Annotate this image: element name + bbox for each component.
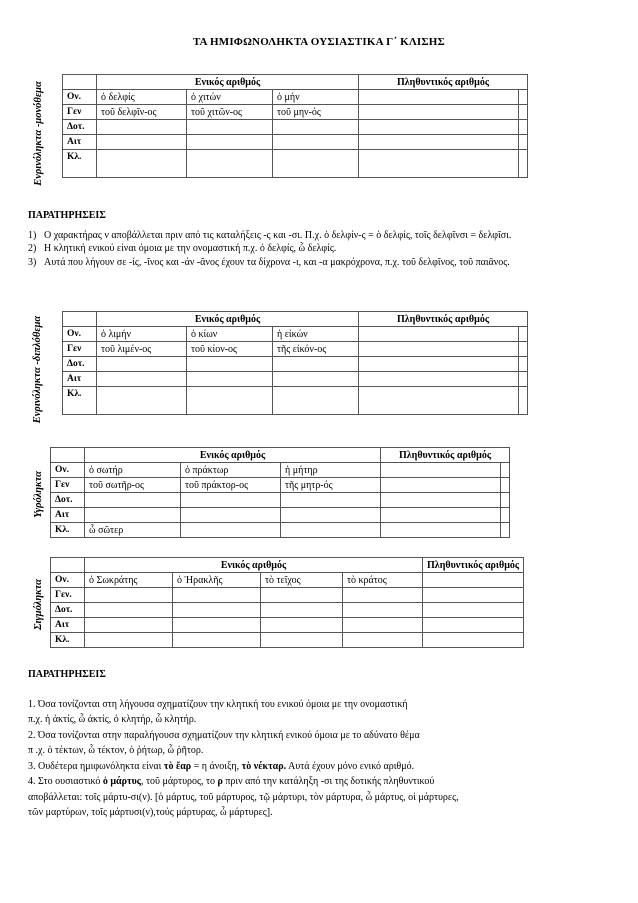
list-item: 3) Αυτά που λήγουν σε -ίς, -ῖνος και -άν -ᾶνος έχουν τα δίχρονα -ι, και -α μακρόχρονα, π.χ. τοῦ δελφῖνος, τοῦ παιᾶνος. <box>28 256 510 268</box>
table-cell: τῆς μητρ-ός <box>281 478 381 493</box>
case-label: Γεν <box>63 342 97 357</box>
table-row <box>51 633 524 648</box>
case-label: Αιτ <box>51 618 85 633</box>
case-label: Κλ. <box>63 387 97 415</box>
case-label: Δοτ. <box>51 493 85 508</box>
table-cell: τοῦ δελφῖν-ος <box>97 105 187 120</box>
paragraph: τῶν μαρτύρων, τοῖς μάρτυσι(ν),τούς μάρτυρας, ὦ μάρτυρες]. <box>28 807 273 818</box>
table-cell: τὸ κράτος <box>343 573 423 588</box>
table-3-side-label: Υγρόληκτα <box>32 470 44 518</box>
observations-2 <box>28 667 612 821</box>
case-label: Γεν. <box>51 588 85 603</box>
table-block-2 <box>28 311 612 427</box>
case-label: Κλ. <box>51 633 85 648</box>
observations-heading: ΠΑΡΑΤΗΡΗΣΕΙΣ <box>28 210 106 221</box>
table-cell: τοῦ μην-ός <box>273 105 359 120</box>
case-label: Αιτ <box>63 135 97 150</box>
header-plural: Πληθυντικός αριθμός <box>423 558 524 573</box>
table-cell: ἡ μήτηρ <box>281 463 381 478</box>
table-row <box>51 478 510 493</box>
case-label: Ον. <box>51 463 85 478</box>
table-row <box>51 523 510 538</box>
case-label: Ον. <box>51 573 85 588</box>
list-item: 2) Η κλητική ενικού είναι όμοια με την ονομαστική π.χ. ὁ δελφίς, ὦ δελφίς. <box>28 243 337 254</box>
table-cell: τοῦ σωτῆρ-ος <box>85 478 181 493</box>
table-row <box>63 342 528 357</box>
table-block-3 <box>28 447 612 541</box>
declension-table-1 <box>62 74 528 178</box>
case-label: Δοτ. <box>63 357 97 372</box>
table-row <box>63 372 528 387</box>
paragraph: 3. Ουδέτερα ημιφωνόληκτα είναι τὸ ἔαρ = η άνοιξη, τὸ νέκταρ. Αυτά έχουν μόνο ενικό αριθμό. <box>28 760 415 772</box>
page-title: ΤΑ ΗΜΙΦΩΝΟΛΗΚΤΑ ΟΥΣΙΑΣΤΙΚΑ Γ΄ ΚΛΙΣΗΣ <box>193 36 445 48</box>
paragraph: 2. Όσα τονίζονται στην παραλήγουσα σχηματίζουν την κλητική ενικού όμοια με το αδύνατο θέμα <box>28 729 420 741</box>
table-row <box>63 357 528 372</box>
header-plural: Πληθυντικός αριθμός <box>381 448 510 463</box>
table-row <box>63 150 528 178</box>
table-cell: ὁ πράκτωρ <box>181 463 281 478</box>
table-block-4 <box>28 557 612 651</box>
table-cell: ὁ σωτήρ <box>85 463 181 478</box>
table-row <box>63 90 528 105</box>
table-row <box>63 327 528 342</box>
table-row <box>51 493 510 508</box>
table-cell: ὁ κίων <box>187 327 273 342</box>
declension-table-3 <box>50 447 510 538</box>
table-row <box>63 105 528 120</box>
table-row <box>51 508 510 523</box>
header-singular: Ενικός αριθμός <box>97 312 359 327</box>
list-item: 1) Ο χαρακτήρας ν αποβάλλεται πριν από τις καταλήξεις -ς και -σι. Π.χ. ὁ δελφίν-ς = ὁ δελφίς, τοῖς δελφῖνσι = δελφῖσι. <box>28 229 512 241</box>
paragraph: π.χ. ἡ ἀκτίς, ὦ ἀκτίς, ὁ κλητήρ, ὦ κλητήρ. <box>28 714 197 725</box>
case-label: Δοτ. <box>51 603 85 618</box>
case-label: Ον. <box>63 327 97 342</box>
declension-table-4 <box>50 557 524 648</box>
table-row <box>51 603 524 618</box>
table-row <box>51 573 524 588</box>
table-row <box>51 588 524 603</box>
case-label: Ον. <box>63 90 97 105</box>
table-row <box>63 120 528 135</box>
paragraph: 1. Όσα τονίζονται στη λήγουσα σχηματίζουν την κλητική του ενικού όμοια με την ονομαστική <box>28 698 408 710</box>
header-plural: Πληθυντικός αριθμός <box>359 75 528 90</box>
header-singular: Ενικός αριθμός <box>97 75 359 90</box>
case-label: Αιτ <box>51 508 85 523</box>
table-row <box>51 463 510 478</box>
table-cell: ὁ Σωκράτης <box>85 573 173 588</box>
case-label: Κλ. <box>51 523 85 538</box>
paragraph: π .χ. ὁ τέκτων, ὦ τέκτον, ὁ ῥήτωρ, ὦ ῥῆτορ. <box>28 745 204 756</box>
case-label: Αιτ <box>63 372 97 387</box>
table-row <box>51 618 524 633</box>
table-cell: ὁ μήν <box>273 90 359 105</box>
header-singular: Ενικός αριθμός <box>85 448 381 463</box>
table-4-side-label: Σιγμόληκτα <box>32 578 44 630</box>
table-cell: ἡ εἰκών <box>273 327 359 342</box>
case-label: Δοτ. <box>63 120 97 135</box>
table-cell: ὁ δελφίς <box>97 90 187 105</box>
table-cell: τοῦ πράκτορ-ος <box>181 478 281 493</box>
table-block-1 <box>28 74 612 192</box>
header-plural: Πληθυντικός αριθμός <box>359 312 528 327</box>
paragraph: αποβάλλεται: τοῖς μάρτυ-σι(ν). [ὁ μάρτυς, τοῦ μάρτυρος, τῷ μάρτυρι, τὸν μάρτυρα, ὦ μάρτυς, οἱ μάρτυρες, <box>28 791 459 803</box>
table-cell: τοῦ χιτῶν-ος <box>187 105 273 120</box>
table-cell: ὁ λιμήν <box>97 327 187 342</box>
observations-heading: ΠΑΡΑΤΗΡΗΣΕΙΣ <box>28 669 106 680</box>
table-cell: τῆς εἰκόν-ος <box>273 342 359 357</box>
table-cell: ὁ Ἡρακλῆς <box>173 573 261 588</box>
table-cell: τοῦ λιμέν-ος <box>97 342 187 357</box>
observations-1 <box>28 209 612 269</box>
table-cell: τοῦ κίον-ος <box>187 342 273 357</box>
declension-table-2 <box>62 311 528 415</box>
table-1-side-label: Ενρινόληκτα -μονόθεμα <box>32 80 44 186</box>
table-cell: τὸ τεῖχος <box>261 573 343 588</box>
case-label: Κλ. <box>63 150 97 178</box>
paragraph: 4. Στο ουσιαστικό ὁ μάρτυς, τοῦ μάρτυρος, το ρ πριν από την κατάληξη -σι της δοτικής πληθυντικού <box>28 776 435 787</box>
table-row <box>63 387 528 415</box>
header-singular: Ενικός αριθμός <box>85 558 423 573</box>
table-row <box>63 135 528 150</box>
table-2-side-label: Ενρινόληκτα -διπλόθεμα <box>32 315 44 423</box>
table-cell: ὦ σῶτερ <box>85 523 181 538</box>
case-label: Γεν <box>63 105 97 120</box>
table-cell: ὁ χιτών <box>187 90 273 105</box>
case-label: Γεν <box>51 478 85 493</box>
